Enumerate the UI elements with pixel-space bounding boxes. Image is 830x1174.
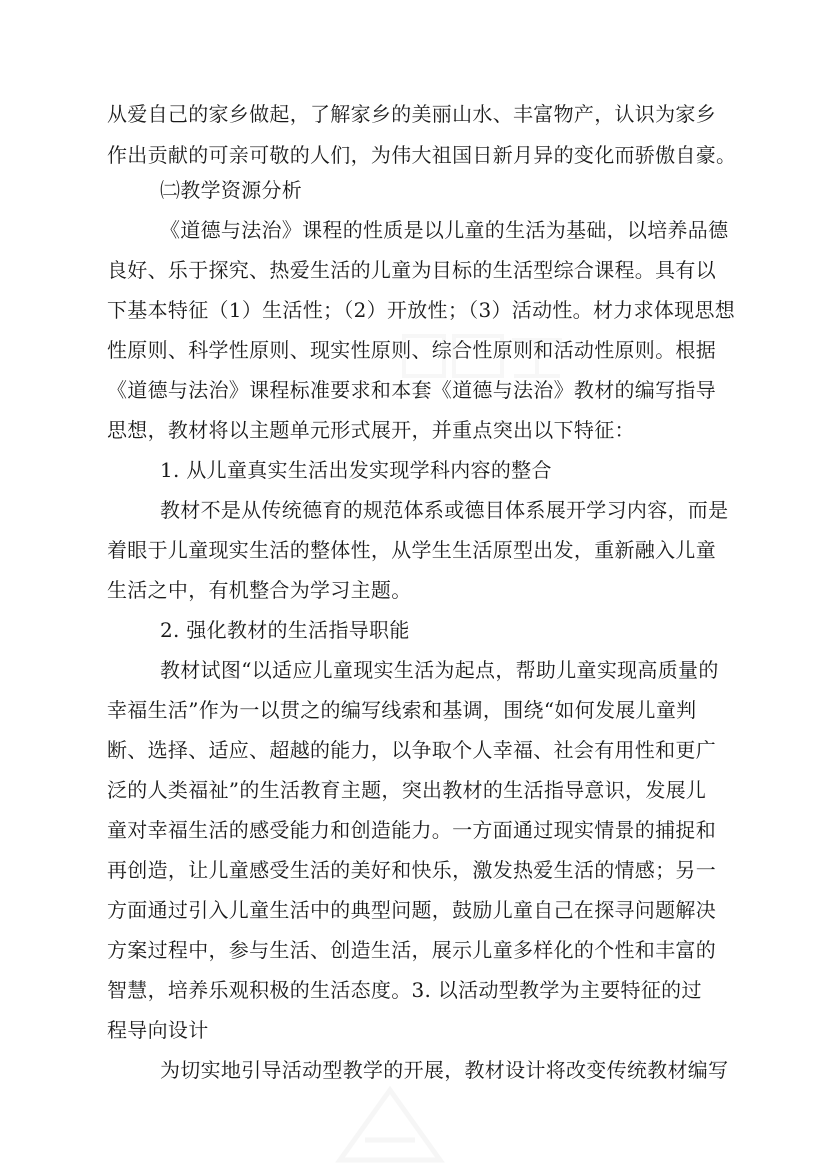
text-line-24: 程导向设计 [107,1018,209,1042]
text-line-6: 下基本特征（1）生活性；（2）开放性；（3）活动性。材力求体现思想 [107,298,736,322]
text-line-7: 性原则、科学性原则、现实性原则、综合性原则和活动性原则。根据 [107,338,716,362]
text-line-19: 童对幸福生活的感受能力和创造能力。一方面通过现实情景的捕捉和 [107,818,716,842]
text-line-22: 方案过程中，参与生活、创造生活，展示儿童多样化的个性和丰富的 [107,938,716,962]
text-line-21: 方面通过引入儿童生活中的典型问题，鼓励儿童自己在探寻问题解决 [107,898,716,922]
text-line-1: 从爱自己的家乡做起，了解家乡的美丽山水、丰富物产，认识为家乡 [107,102,716,126]
text-line-25: 为切实地引导活动型教学的开展，教材设计将改变传统教材编写 [160,1058,729,1082]
text-line-2: 作出贡献的可亲可敬的人们，为伟大祖国日新月异的变化而骄傲自豪。 [107,143,737,167]
watermark-bottom [330,1080,450,1170]
text-line-15: 教材试图“以适应儿童现实生活为起点，帮助儿童实现高质量的 [160,658,719,682]
text-line-17: 断、选择、适应、超越的能力，以争取个人幸福、社会有用性和更广 [107,738,716,762]
text-line-8: 《道德与法治》课程标准要求和本套《道德与法治》教材的编写指导 [107,378,716,402]
text-line-12: 着眼于儿童现实生活的整体性，从学生生活原型出发，重新融入儿童 [107,538,716,562]
text-line-13: 生活之中，有机整合为学习主题。 [107,578,412,602]
subheading-2: 2. 强化教材的生活指导职能 [160,618,410,642]
subheading-1: 1. 从儿童真实生活出发实现学科内容的整合 [160,458,552,482]
section-heading: ㈡教学资源分析 [160,178,303,202]
text-line-16: 幸福生活”作为一以贯之的编写线索和基调，围绕“如何发展儿童判 [107,698,697,722]
text-line-20: 再创造，让儿童感受生活的美好和快乐，激发热爱生活的情感；另一 [107,858,716,882]
text-line-11: 教材不是从传统德育的规范体系或德目体系展开学习内容，而是 [160,498,729,522]
text-line-9: 思想，教材将以主题单元形式展开，并重点突出以下特征： [107,418,635,442]
text-line-5: 良好、乐于探究、热爱生活的儿童为目标的生活型综合课程。具有以 [107,258,716,282]
text-line-23: 智慧，培养乐观积极的生活态度。3. 以活动型教学为主要特征的过 [107,978,702,1002]
text-line-18: 泛的人类福祉”的生活教育主题，突出教材的生活指导意识，发展儿 [107,778,707,802]
text-line-4: 《道德与法治》课程的性质是以儿童的生活为基础，以培养品德 [160,218,729,242]
